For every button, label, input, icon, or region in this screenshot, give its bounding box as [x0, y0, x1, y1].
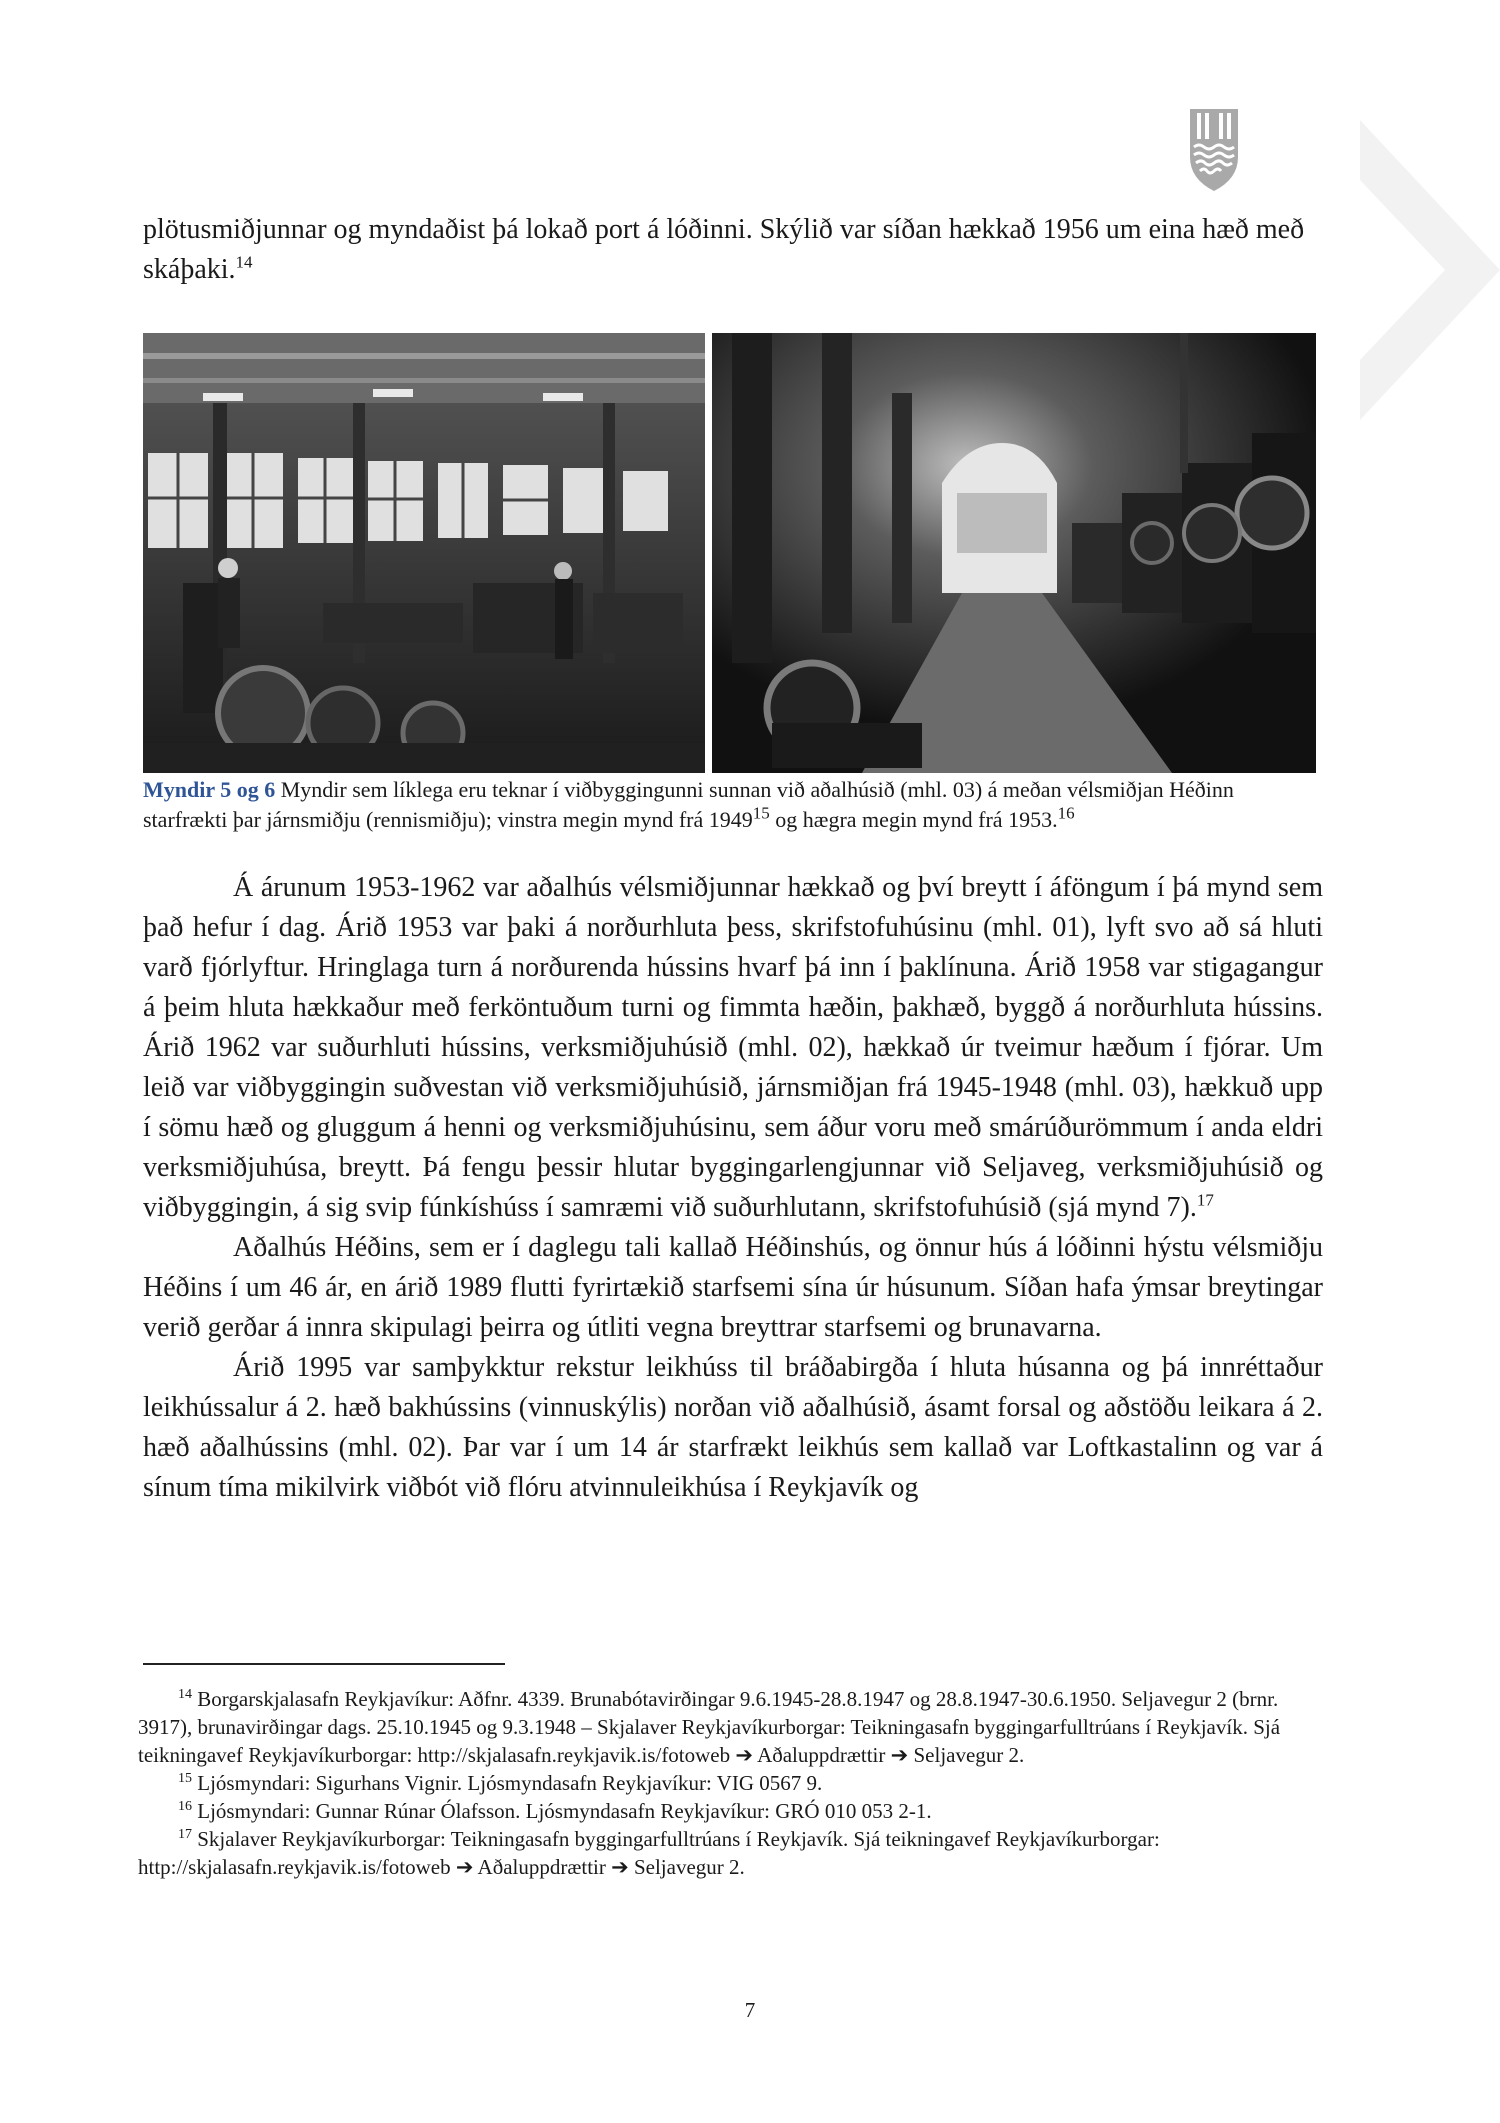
figure-caption — [143, 775, 1323, 835]
footnote-separator — [143, 1663, 505, 1665]
reykjavik-crest-logo — [1188, 107, 1240, 193]
paragraph-3: Árið 1995 var samþykktur rekstur leikhúss til bráðabirgða í hluta húsanna og þá innréttaður leikhússalur á 2. hæð bakhússins (vinnuskýlis) norðan við aðalhúsið, ásamt forsal og aðstöðu leikara á 2. hæð aðalhússins (mhl. 02). Þar var í um 14 ár starfrækt leikhús sem kallað var Loftkastalinn og var á sínum tíma mikilvirk viðbót við flóru atvinnuleikhúsa í Reykjavík og — [143, 1352, 1323, 1503]
footnote-ref-17[interactable]: 17 — [1196, 1190, 1214, 1210]
paragraph-1 — [143, 868, 1323, 1228]
figure-label: Myndir 5 og 6 — [143, 777, 276, 802]
intro-paragraph — [143, 210, 1323, 290]
footnote-ref-15[interactable]: 15 — [752, 803, 770, 823]
footnote-14-number: 14 — [178, 1687, 192, 1702]
caption-text-b: og hægra megin mynd frá 1953. — [769, 807, 1058, 832]
page-number: 7 — [744, 1998, 756, 2022]
workshop-photo-1949 — [143, 333, 705, 773]
caption-text-a: Myndir sem líklega eru teknar í viðbyggingunni sunnan við aðalhúsið (mhl. 03) á meðan vélsmiðjan Héðinn starfrækti þar járnsmiðju (rennismiðju); vinstra megin mynd frá 1949 — [143, 777, 1234, 832]
footnote-17-text: Skjalaver Reykjavíkurborgar: Teikningasafn byggingarfulltrúans í Reykjavík. Sjá teikningavef Reykjavíkurborgar: http://skjalasafn.reykjavik.is/fotoweb ➔ Aðaluppdrættir ➔ Seljavegur 2. — [138, 1827, 1160, 1879]
footnote-15 — [178, 1769, 1318, 1797]
footnote-17 — [138, 1825, 1318, 1881]
footnote-14-text: Borgarskjalasafn Reykjavíkur: Aðfnr. 4339. Brunabótavirðingar 9.6.1945-28.8.1947 og 28.8.1947-30.6.1950. Seljavegur 2 (brnr. 3917), brunavirðingar dags. 25.10.1945 og 9.3.1948 – Skjalaver Reykjavíkurborgar: Teikningasafn byggingarfulltrúans í Reykjavík. Sjá teikningavef Reykjavíkurborgar: http://skjalasafn.reykjavik.is/fotoweb ➔ Aðaluppdrættir ➔ Seljavegur 2. — [138, 1687, 1281, 1767]
footnotes — [138, 1685, 1318, 1881]
footnote-14 — [138, 1685, 1318, 1769]
body-text — [143, 868, 1323, 1508]
footnote-16-number: 16 — [178, 1799, 192, 1814]
footnote-16-text: Ljósmyndari: Gunnar Rúnar Ólafsson. Ljósmyndasafn Reykjavíkur: GRÓ 010 053 2-1. — [192, 1799, 932, 1823]
footnote-17-number: 17 — [178, 1827, 192, 1842]
footnote-16 — [178, 1797, 1318, 1825]
footnote-ref-16[interactable]: 16 — [1057, 803, 1075, 823]
paragraph-2: Aðalhús Héðins, sem er í daglegu tali kallað Héðinshús, og önnur hús á lóðinni hýstu vélsmiðju Héðins í um 46 ár, en árið 1989 flutti fyrirtækið starfsemi sína úr húsunum. Síðan hafa ýmsar breytingar verið gerðar á innra skipulagi þeirra og útliti vegna breyttrar starfsemi og brunavarna. — [143, 1232, 1323, 1343]
intro-text: plötusmiðjunnar og myndaðist þá lokað port á lóðinni. Skýlið var síðan hækkað 1956 um eina hæð með skáþaki. — [143, 214, 1305, 285]
paragraph-1-text: Á árunum 1953-1962 var aðalhús vélsmiðjunnar hækkað og því breytt í áföngum í þá mynd sem það hefur í dag. Árið 1953 var þaki á norðurhluta þess, skrifstofuhúsinu (mhl. 01), lyft svo að sá hluti varð fjórlyftur. Hringlaga turn á norðurenda hússins hvarf þá inn í þaklínuna. Árið 1958 var stigagangur á þeim hluta hækkaður með ferköntuðum turni og fimmta hæðin, þakhæð, byggð á norðurhluta hússins. Árið 1962 var suðurhluti hússins, verksmiðjuhúsið (mhl. 02), hækkað úr tveimur hæðum í fjórar. Um leið var viðbyggingin suðvestan við verksmiðjuhúsið, járnsmiðjan frá 1945-1948 (mhl. 03), hækkuð upp í sömu hæð og gluggum á henni og verksmiðjuhúsinu, sem áður voru með smárúðurömmum í anda eldri verksmiðjuhúsa, breytt. Þá fengu þessir hlutar byggingarlengjunnar við Seljaveg, verksmiðjuhúsið og viðbyggingin, á sig svip fúnkíshúss í samræmi við suðurhlutann, skrifstofuhúsið (sjá mynd 7). — [143, 872, 1323, 1223]
footnote-15-number: 15 — [178, 1771, 192, 1786]
footnote-ref-14[interactable]: 14 — [235, 252, 253, 272]
decorative-chevron — [1360, 120, 1500, 420]
footnote-15-text: Ljósmyndari: Sigurhans Vignir. Ljósmyndasafn Reykjavíkur: VIG 0567 9. — [192, 1771, 823, 1795]
workshop-photo-1953 — [712, 333, 1316, 773]
